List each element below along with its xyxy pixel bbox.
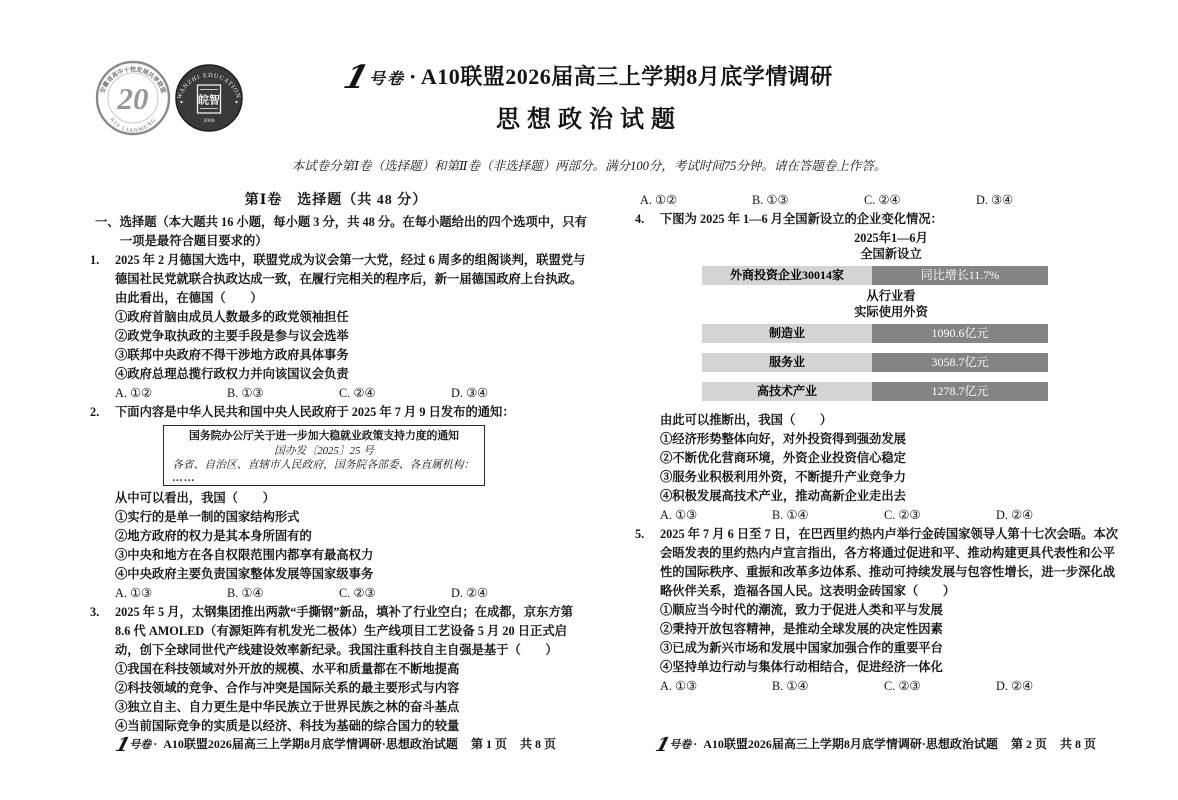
question-1-option-c: C. ②④ bbox=[339, 386, 376, 400]
chart-bar-label: 制造业 bbox=[702, 324, 872, 343]
question-5-option-a: A. ①③ bbox=[660, 679, 698, 693]
exam-title-text: A10联盟2026届高三上学期8月底学情调研 bbox=[420, 64, 833, 89]
page-2-footer bbox=[630, 735, 1122, 755]
question-2-option-d: D. ②④ bbox=[451, 585, 489, 600]
question-4-options bbox=[630, 506, 1122, 525]
chart-bar-value: 3058.7亿元 bbox=[872, 353, 1048, 372]
question-2-item-3: ③中央和地方在各自权限范围内都享有最高权力 bbox=[115, 547, 374, 562]
chart-summary-value: 同比增长11.7% bbox=[872, 266, 1048, 285]
question-5-number: 5. bbox=[635, 527, 645, 541]
question-2-number: 2. bbox=[90, 405, 100, 419]
chart-summary-label: 外商投资企业30014家 bbox=[702, 266, 872, 285]
question-1-item-1: ①政府首脑由成员人数最多的政党领袖担任 bbox=[115, 310, 349, 324]
question-5-item-2: ②秉持开放包容精神，是推动全球发展的决定性因素 bbox=[660, 622, 943, 636]
question-4-stem: 下图为 2025 年 1—6 月全国新设立的企业变化情况： bbox=[660, 212, 943, 226]
question-3 bbox=[85, 603, 587, 736]
question-1-option-d: D. ③④ bbox=[451, 386, 489, 400]
notice-title: 国务院办公厅关于进一步加大稳就业政策支持力度的通知 bbox=[189, 430, 459, 442]
chart-bar-manufacturing bbox=[702, 324, 1048, 343]
chart-bar-hightech bbox=[702, 382, 1048, 401]
question-1-item-4: ④政府总理总揽行政权力并向该国议会负责 bbox=[115, 367, 349, 381]
question-3-option-a: A. ①② bbox=[640, 193, 678, 207]
a10-logo-arc-top-text: 安徽省高中十校发展共享联盟 bbox=[100, 67, 166, 95]
question-3-option-d: D. ③④ bbox=[976, 193, 1014, 207]
question-4-item-4: ④积极发展高技术产业，推动高新企业走出去 bbox=[660, 489, 906, 503]
question-2-item-2: ②地方政府的权力是其本身所固有的 bbox=[115, 528, 312, 543]
footer-exam-title: A10联盟2026届高三上学期8月底学情调研·思想政治试题 bbox=[163, 737, 458, 751]
question-2-option-b: B. ①④ bbox=[227, 585, 264, 600]
question-4-item-3: ③服务业积极利用外资，不断提升产业竞争力 bbox=[660, 470, 906, 484]
question-1-option-a: A. ①② bbox=[115, 386, 153, 400]
wanzhi-logo-seal-text: 皖智 bbox=[198, 94, 220, 107]
a10-logo-center-mark: 20 bbox=[117, 81, 149, 116]
page-2-column bbox=[630, 191, 1122, 696]
question-1-options bbox=[85, 384, 587, 403]
question-5 bbox=[630, 525, 1122, 677]
chart-bar-value: 1278.7亿元 bbox=[872, 382, 1048, 401]
question-2-option-c: C. ②③ bbox=[339, 585, 376, 600]
subject-title: 思想政治试题 bbox=[496, 107, 682, 133]
question-5-option-d: D. ②④ bbox=[996, 679, 1034, 693]
question-2-item-4: ④中央政府主要负责国家整体发展等国家级事务 bbox=[115, 566, 374, 581]
question-3-item-2: ②科技领域的竞争、合作与冲突是国际关系的最主要形式与内容 bbox=[115, 680, 460, 695]
foreign-investment-chart bbox=[660, 230, 1122, 401]
page-1-column bbox=[85, 191, 587, 736]
notice-ellipsis: …… bbox=[172, 471, 196, 484]
question-2-options bbox=[85, 584, 587, 603]
section-title: 第Ⅰ卷 选择题（共 48 分） bbox=[244, 193, 428, 208]
notice-salutation: 各省、自治区、直辖市人民政府，国务院各部委、各直属机构： bbox=[172, 459, 475, 471]
chart-title bbox=[660, 230, 1122, 262]
question-2-item-1: ①实行的是单一制的国家结构形式 bbox=[115, 509, 300, 524]
question-3-item-3: ③独立自主、自力更生是中华民族立于世界民族之林的奋斗基点 bbox=[115, 699, 460, 714]
footer-page-total: 共 8 页 bbox=[1059, 737, 1096, 751]
chart-bar-label: 服务业 bbox=[702, 353, 872, 372]
chart-bar-value: 1090.6亿元 bbox=[872, 324, 1048, 343]
footer-page-total: 共 8 页 bbox=[519, 737, 556, 751]
question-1-item-2: ②政党争取执政的主要手段是参与议会选举 bbox=[115, 329, 349, 343]
question-4-item-1: ①经济形势整体向好，对外投资得到强劲发展 bbox=[660, 432, 906, 446]
question-3-options bbox=[630, 191, 1122, 210]
question-1-stem: 2025 年 2 月德国大选中，联盟党成为议会第一大党，经过 6 周多的组阁谈判，联盟党与德国社民党就联合执政达成一致，在履行完相关的程序后，新一届德国政府上台执政。由此看出，在德国（ ） bbox=[115, 253, 586, 305]
question-3-option-b: B. ①③ bbox=[752, 193, 789, 207]
question-4-option-d: D. ②④ bbox=[996, 508, 1034, 522]
question-1-number: 1. bbox=[90, 253, 100, 267]
exam-series-title bbox=[0, 58, 1178, 96]
wanzhi-logo-year-text: 2006 bbox=[203, 118, 215, 124]
footer-separator: · bbox=[693, 737, 698, 751]
series-mark-suffix: 号卷 bbox=[369, 71, 406, 88]
wanzhi-logo-arc-text: WANZHI EDUCATION bbox=[175, 71, 243, 100]
question-5-item-1: ①顺应当今时代的潮流，致力于促进人类和平与发展 bbox=[660, 603, 943, 617]
page-1-footer bbox=[85, 735, 587, 755]
footer-exam-title: A10联盟2026届高三上学期8月底学情调研·思想政治试题 bbox=[703, 737, 998, 751]
chart-title-line-2: 全国新设立 bbox=[860, 247, 922, 261]
chart-mid-heading bbox=[660, 288, 1122, 320]
question-1-option-b: B. ①③ bbox=[227, 386, 264, 400]
footer-series-mark-suffix: 号卷 bbox=[129, 739, 152, 751]
chart-bar-services bbox=[702, 353, 1048, 372]
question-3-item-4: ④当前国际竞争的实质是以经济、科技为基础的综合国力的较量 bbox=[115, 718, 460, 733]
a10-logo-arc-bottom-text: A10 LIANMENG bbox=[108, 116, 158, 135]
question-5-stem: 2025 年 7 月 6 日至 7 日，在巴西里约热内卢举行金砖国家领导人第十七次会晤。本次会晤发表的里约热内卢宣言指出，各方将通过促进和平、推动构建更具代表性和公平性的国际秩序、重振和改革多边体系、推动可持续发展与包容性增长，进一步深化战略伙伴关系，造福各国人民。这表明金砖国家（ ） bbox=[660, 527, 1119, 598]
question-3-stem: 2025 年 5 月，太钢集团推出两款“手撕钢”新品，填补了行业空白；在成都，京东方第 8.6 代 AMOLED（有源矩阵有机发光二极体）生产线项目工艺设备 5 月 20 日正式启动，创下全球同世代产线建设效率新纪录。我国注重科技自主自强是基于（ ） bbox=[115, 604, 574, 657]
chart-summary-bar bbox=[702, 266, 1048, 285]
question-5-item-4: ④坚持单边行动与集体行动相结合，促进经济一体化 bbox=[660, 660, 943, 674]
question-4-option-a: A. ①③ bbox=[660, 508, 698, 522]
notice-doc-number: 国办发〔2025〕25 号 bbox=[274, 444, 374, 457]
question-2-option-a: A. ①③ bbox=[115, 585, 153, 600]
question-5-options bbox=[630, 677, 1122, 696]
chart-title-line-1: 2025年1—6月 bbox=[854, 231, 928, 245]
footer-series-mark-numeral: 1 bbox=[653, 734, 673, 756]
government-notice-box bbox=[163, 425, 485, 486]
footer-series-mark-suffix: 号卷 bbox=[669, 739, 692, 751]
question-4-option-c: C. ②③ bbox=[884, 508, 921, 522]
question-4 bbox=[630, 210, 1122, 506]
question-4-number: 4. bbox=[635, 212, 645, 226]
question-4-follow: 由此可以推断出，我国（ ） bbox=[660, 413, 833, 427]
question-4-option-b: B. ①④ bbox=[772, 508, 809, 522]
chart-mid-line-1: 从行业看 bbox=[866, 289, 916, 303]
question-2-follow: 从中可以看出，我国（ ） bbox=[115, 490, 275, 505]
question-2-stem: 下面内容是中华人民共和国中央人民政府于 2025 年 7 月 9 日发布的通知： bbox=[115, 405, 515, 419]
question-1-item-3: ③联邦中央政府不得干涉地方政府具体事务 bbox=[115, 348, 349, 362]
question-4-item-2: ②不断优化营商环境，外资企业投资信心稳定 bbox=[660, 451, 906, 465]
question-2 bbox=[85, 403, 587, 584]
section-intro: 一、选择题（本大题共 16 小题，每小题 3 分，共 48 分。在每小题给出的四个选项中，只有一项是最符合题目要求的） bbox=[95, 215, 587, 248]
footer-page-number: 第 1 页 bbox=[470, 737, 507, 751]
question-3-option-c: C. ②④ bbox=[864, 193, 901, 207]
footer-page-number: 第 2 页 bbox=[1010, 737, 1047, 751]
exam-instructions: 本试卷分第Ⅰ卷（选择题）和第Ⅱ卷（非选择题）两部分。满分100分，考试时间75分钟。请在答题卷上作答。 bbox=[291, 159, 887, 173]
question-5-option-b: B. ①④ bbox=[772, 679, 809, 693]
question-1 bbox=[85, 251, 587, 384]
question-5-item-3: ③已成为新兴市场和发展中国家加强合作的重要平台 bbox=[660, 641, 943, 655]
chart-mid-line-2: 实际使用外资 bbox=[854, 305, 928, 319]
title-separator: · bbox=[409, 64, 417, 89]
footer-separator: · bbox=[153, 737, 158, 751]
series-mark-numeral: 1 bbox=[339, 58, 374, 96]
chart-bar-label: 高技术产业 bbox=[702, 382, 872, 401]
question-3-number: 3. bbox=[90, 604, 100, 619]
footer-series-mark-numeral: 1 bbox=[113, 734, 133, 756]
question-5-option-c: C. ②③ bbox=[884, 679, 921, 693]
question-3-item-1: ①我国在科技领域对外开放的规模、水平和质量都在不断地提高 bbox=[115, 661, 460, 676]
